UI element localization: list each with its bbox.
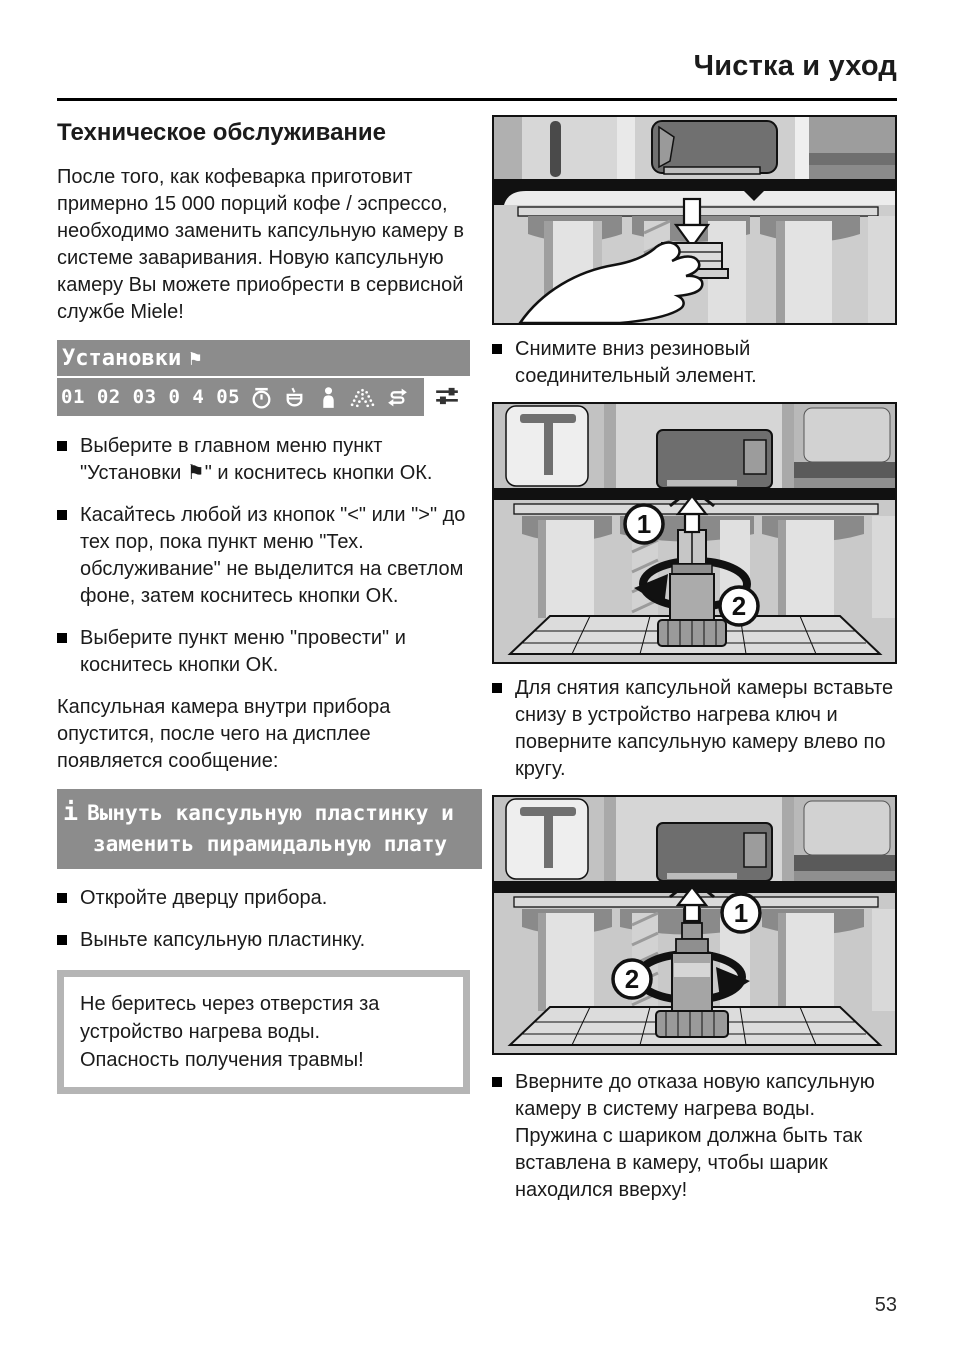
safety-warning-box <box>57 970 470 1094</box>
list-item <box>57 927 470 954</box>
header-rule <box>57 98 897 101</box>
bullet-text: Выньте капсульную пластинку. <box>80 929 366 951</box>
screw-in-new-capsule-chamber-figure <box>492 795 897 1055</box>
warning-line: Опасность получения травмы! <box>80 1049 364 1071</box>
list-item <box>57 502 470 610</box>
between-paragraph: Капсульная камера внутри прибора опустится, после чего на дисплее появляется сообщение: <box>57 696 391 772</box>
two-column-layout <box>57 113 897 1219</box>
list-item <box>57 625 470 679</box>
lcd-menu-title-row <box>57 340 470 378</box>
square-bullet-icon <box>492 1077 502 1087</box>
bullet-text: Вверните до отказа новую капсульную камеру в систему нагрева воды. Пружина с шариком должна быть так вставлена в камеру, чтобы шарик находился вверху! <box>515 1071 875 1201</box>
timer-icon <box>249 385 274 410</box>
right-column <box>492 113 897 1219</box>
sliders-icon <box>434 383 460 409</box>
list-item <box>57 433 470 487</box>
square-bullet-icon <box>492 344 502 354</box>
list-item <box>492 336 897 390</box>
left-column <box>57 113 470 1219</box>
list-item <box>57 885 470 912</box>
bullet-text: Касайтесь любой из кнопок "<" или ">" до тех пор, пока пункт меню "Тех. обслуживание" не выделится на светлом фоне, затем коснитесь кнопки ОК. <box>80 504 466 607</box>
svg-text:1: 1 <box>636 509 652 539</box>
remove-rubber-connector-figure <box>492 115 897 325</box>
square-bullet-icon <box>57 441 67 451</box>
square-bullet-icon <box>57 935 67 945</box>
step-2-badge <box>613 960 651 998</box>
square-bullet-icon <box>492 683 502 693</box>
svg-text:2: 2 <box>624 964 640 994</box>
step-2-badge <box>720 587 758 625</box>
bullet-text: Снимите вниз резиновый соединительный элемент. <box>515 338 757 387</box>
cup-icon <box>282 385 307 410</box>
bullet-text: Откройте дверцу прибора. <box>80 887 328 909</box>
list-item <box>492 675 897 783</box>
person-icon <box>316 385 341 410</box>
warning-line: устройство нагрева воды. <box>80 1021 321 1043</box>
lcd-settings-menu <box>57 340 470 416</box>
lcd-message-text1: Вынуть капсульную пластинку и <box>87 801 454 825</box>
warning-line: Не беритесь через отверстия за <box>80 993 380 1015</box>
step-1-badge <box>625 505 663 543</box>
bullet-text: Выберите в главном меню пункт "Установки ⚑" и коснитесь кнопки ОК. <box>80 435 433 484</box>
list-item <box>492 1069 897 1204</box>
cycle-arrows-icon <box>385 385 410 410</box>
unscrew-capsule-chamber-figure <box>492 402 897 664</box>
remove-rubber-connector-illustration <box>492 115 897 325</box>
svg-text:2: 2 <box>731 591 747 621</box>
screw-in-new-capsule-chamber-illustration <box>492 795 897 1055</box>
page-header-title: Чистка и уход <box>693 50 897 82</box>
lcd-menu-title: Установки <box>62 345 182 371</box>
lcd-message-display <box>57 789 482 869</box>
page-number: 53 <box>874 1294 897 1316</box>
flag-icon: ⚑ <box>189 346 202 370</box>
square-bullet-icon <box>57 633 67 643</box>
square-bullet-icon <box>57 510 67 520</box>
lcd-message-line2: заменить пирамидальную плату <box>93 832 448 856</box>
section-title: Техническое обслуживание <box>57 119 387 146</box>
info-icon: i <box>63 797 79 826</box>
lcd-menu-numbers: 01 02 03 0 4 05 <box>61 386 241 408</box>
lcd-selected-item <box>424 376 470 416</box>
step-1-badge <box>722 894 760 932</box>
lcd-menu-items-row <box>57 378 470 416</box>
bullet-text: Для снятия капсульной камеры вставьте снизу в устройство нагрева ключ и поверните капсульную камеру влево по кругу. <box>515 677 894 780</box>
lcd-message-line1 <box>63 796 476 829</box>
unscrew-capsule-chamber-illustration <box>492 402 897 664</box>
intro-paragraph: После того, как кофеварка приготовит примерно 15 000 порций кофе / эспрессо, необходимо заменить капсульную камеру в системе заваривания. Новую капсульную камеру Вы можете приобрести в сервисной службе Miele! <box>57 166 464 323</box>
svg-text:1: 1 <box>733 898 749 928</box>
spray-icon <box>349 385 376 410</box>
square-bullet-icon <box>57 893 67 903</box>
bullet-text: Выберите пункт меню "провести" и коснитесь кнопки ОК. <box>80 627 406 676</box>
